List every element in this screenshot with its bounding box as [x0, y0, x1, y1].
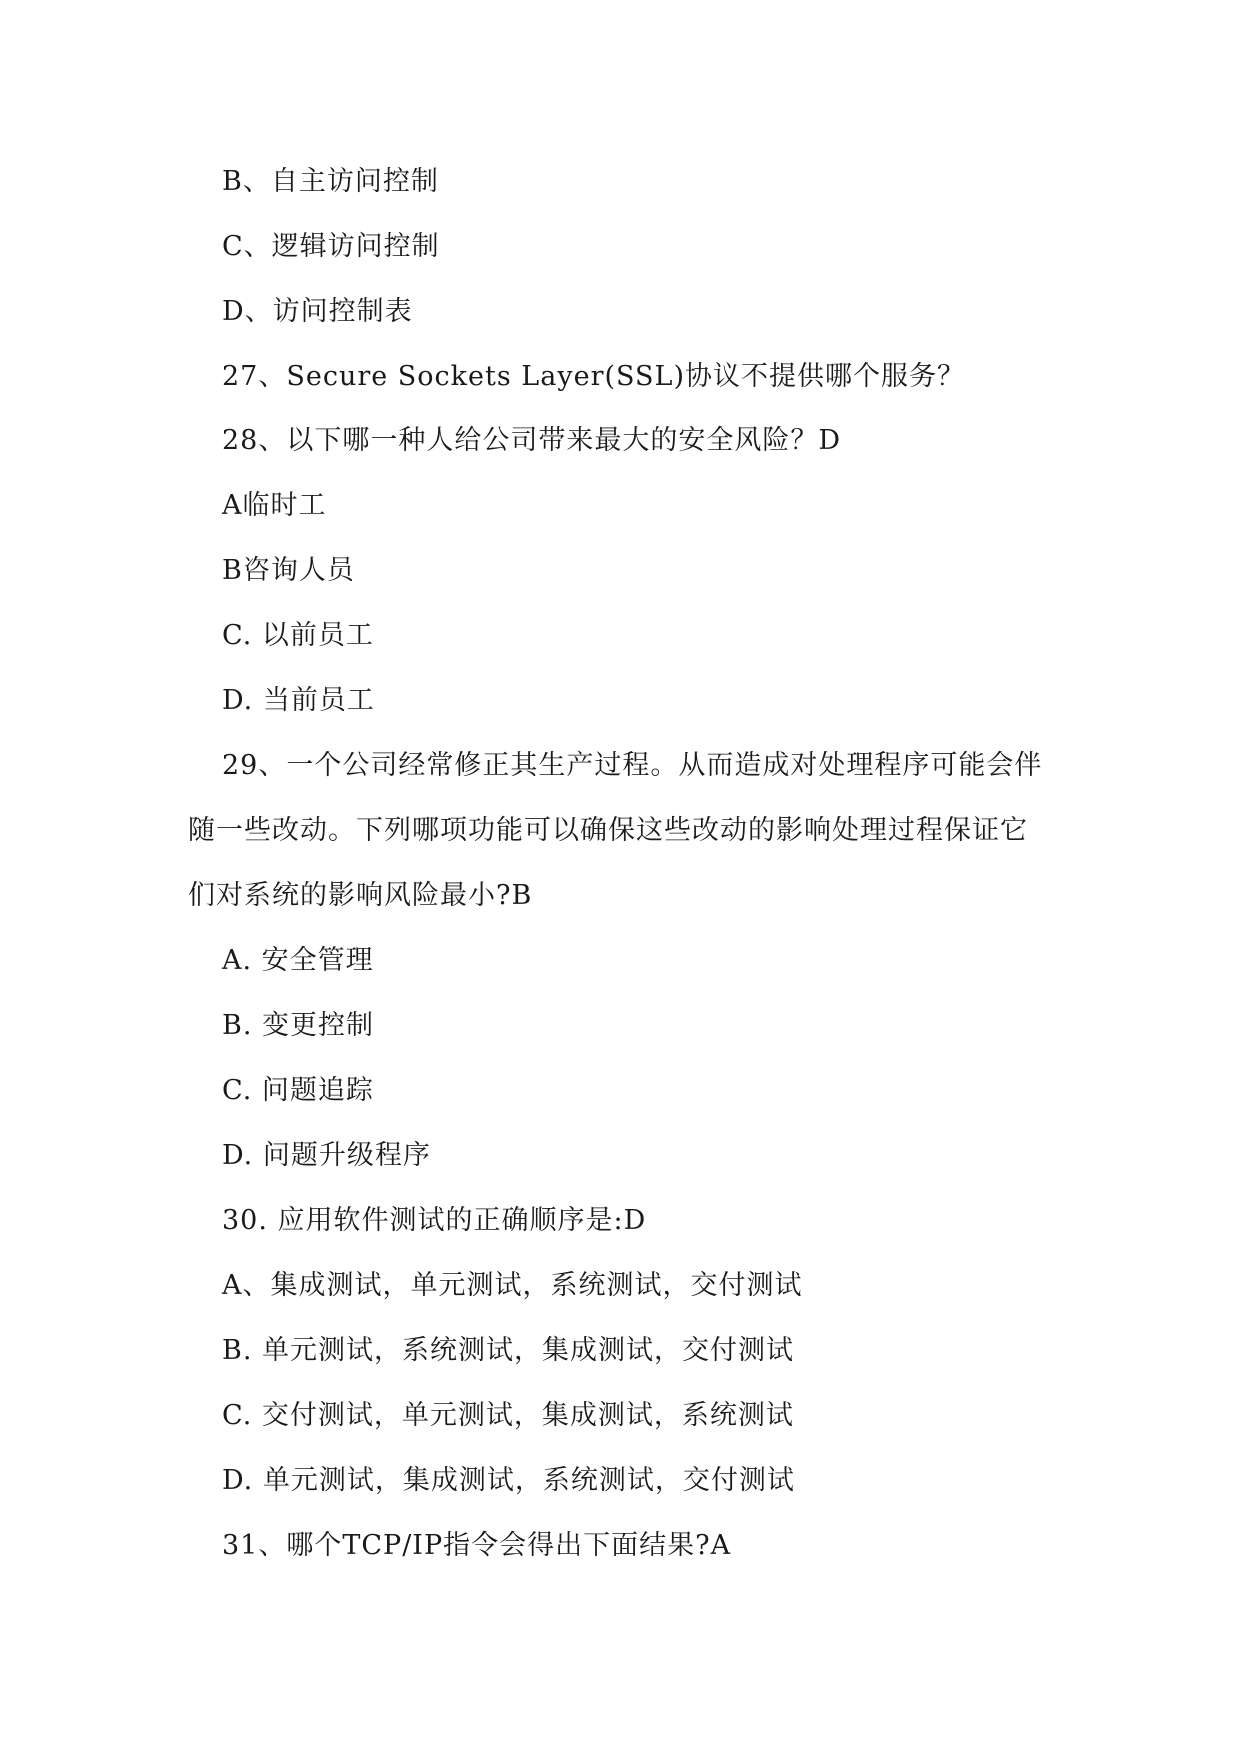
question-29-line2: 随一些改动。下列哪项功能可以确保这些改动的影响处理过程保证它: [188, 815, 1028, 846]
q28-option-d: D. 当前员工: [222, 685, 375, 716]
q29-option-d: D. 问题升级程序: [222, 1140, 431, 1171]
question-29-line3: 们对系统的影响风险最小?B: [188, 880, 533, 911]
q28-option-c: C. 以前员工: [222, 620, 374, 651]
question-29-line1: 29、一个公司经常修正其生产过程。从而造成对处理程序可能会伴: [222, 750, 1043, 781]
option-d-acl: D、访问控制表: [222, 296, 413, 327]
question-30: 30. 应用软件测试的正确顺序是:D: [222, 1205, 647, 1236]
option-b-discretionary: B、自主访问控制: [222, 166, 439, 197]
q28-option-b: B咨询人员: [222, 555, 355, 586]
question-31: 31、哪个TCP/IP指令会得出下面结果?A: [222, 1530, 732, 1561]
option-c-logical: C、逻辑访问控制: [222, 231, 440, 262]
q29-option-a: A. 安全管理: [222, 945, 374, 976]
q30-option-a: A、集成测试，单元测试，系统测试，交付测试: [222, 1270, 803, 1301]
q30-option-c: C. 交付测试，单元测试，集成测试，系统测试: [222, 1400, 794, 1431]
q30-option-b: B. 单元测试，系统测试，集成测试，交付测试: [222, 1335, 795, 1366]
q29-option-c: C. 问题追踪: [222, 1075, 374, 1106]
question-28: 28、以下哪一种人给公司带来最大的安全风险？D: [222, 425, 842, 456]
q28-option-a: A临时工: [222, 490, 327, 521]
question-27: 27、Secure Sockets Layer(SSL)协议不提供哪个服务？: [222, 361, 965, 392]
q29-option-b: B. 变更控制: [222, 1010, 375, 1041]
q30-option-d: D. 单元测试，集成测试，系统测试，交付测试: [222, 1465, 795, 1496]
